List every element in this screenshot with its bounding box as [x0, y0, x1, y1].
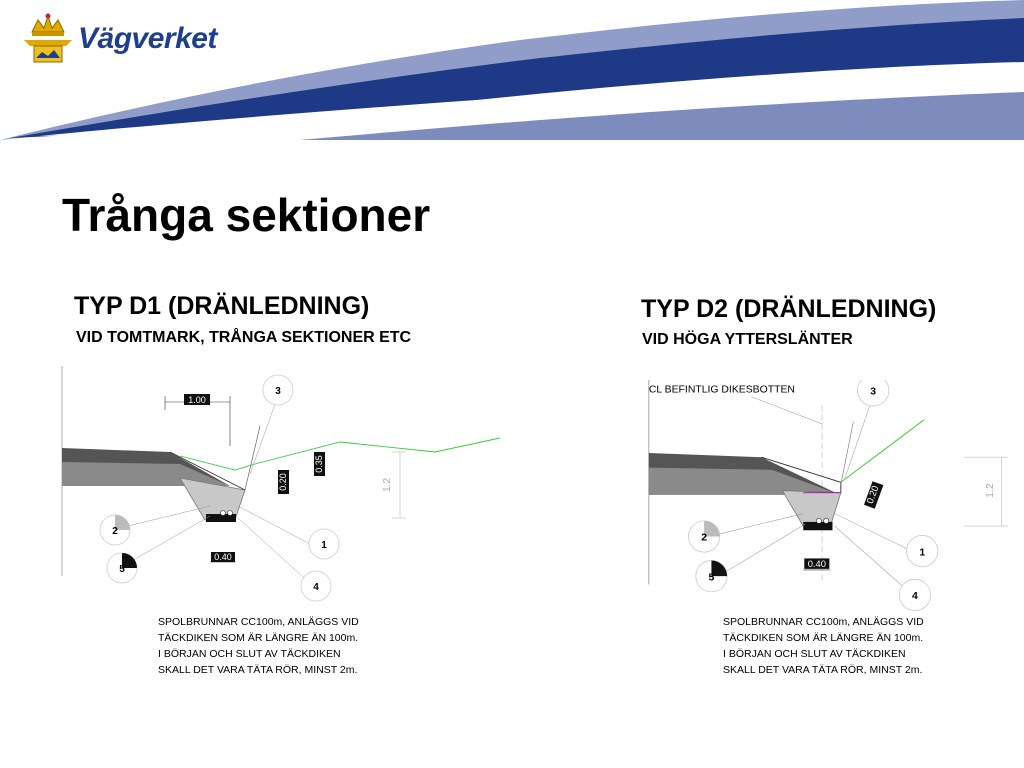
dim-label-bottom: 0.40 [214, 552, 232, 562]
section-title: TYP D2 (DRÄNLEDNING) [641, 295, 937, 323]
dim-label-height: 1.2 [382, 478, 393, 492]
crown-emblem-icon [22, 12, 74, 64]
cl-label: CL BEFINTLIG DIKESBOTTEN [648, 384, 795, 396]
marker-label: 4 [912, 591, 918, 603]
marker-label: 3 [870, 386, 877, 398]
cross-section-drawing [60, 366, 500, 606]
brand-name: Vägverket [78, 22, 217, 55]
marker-label: 2 [112, 526, 118, 537]
marker-label: 5 [708, 572, 715, 584]
ditch-fill [180, 478, 245, 520]
note-line: SPOLBRUNNAR CC100m, ANLÄGGS VID [158, 616, 359, 628]
note-line: SPOLBRUNNAR CC100m, ANLÄGGS VID [723, 616, 924, 628]
note-line: SKALL DET VARA TÄTA RÖR, MINST 2m. [723, 664, 923, 676]
note-line: I BÖRJAN OCH SLUT AV TÄCKDIKEN [723, 648, 906, 660]
marker-label: 1 [919, 547, 926, 559]
dim-label-a: 0.20 [863, 483, 881, 505]
section-subtitle: VID HÖGA YTTERSLÄNTER [642, 331, 853, 348]
note-line: I BÖRJAN OCH SLUT AV TÄCKDIKEN [158, 648, 341, 660]
note-line: SKALL DET VARA TÄTA RÖR, MINST 2m. [158, 664, 358, 676]
dim-label-a: 0.20 [277, 473, 288, 491]
slide-title: Trånga sektioner [62, 189, 431, 241]
note-text [723, 614, 924, 678]
note-text [158, 614, 359, 678]
ditch-fill [782, 491, 840, 526]
marker-label: 5 [119, 564, 125, 575]
note-line: TÄCKDIKEN SOM ÄR LÄNGRE ÄN 100m. [723, 632, 924, 644]
marker-label: 1 [321, 540, 327, 551]
marker-label: 2 [701, 532, 708, 544]
section-subtitle: VID TOMTMARK, TRÅNGA SEKTIONER ETC [76, 329, 412, 346]
note-line: TÄCKDIKEN SOM ÄR LÄNGRE ÄN 100m. [158, 632, 359, 644]
ground-line [841, 420, 924, 483]
dim-label-b: 0.35 [313, 455, 324, 473]
dim-label-height: 1.2 [985, 483, 997, 498]
header-banner [0, 0, 1024, 150]
dim-label-bottom: 0.40 [807, 557, 826, 569]
dim-label-top: 1.00 [188, 395, 206, 405]
marker-label: 4 [313, 582, 319, 593]
ground-line [180, 438, 500, 470]
cross-section-drawing [625, 380, 1024, 620]
section-title: TYP D1 (DRÄNLEDNING) [74, 292, 370, 320]
marker-label: 3 [275, 386, 281, 397]
